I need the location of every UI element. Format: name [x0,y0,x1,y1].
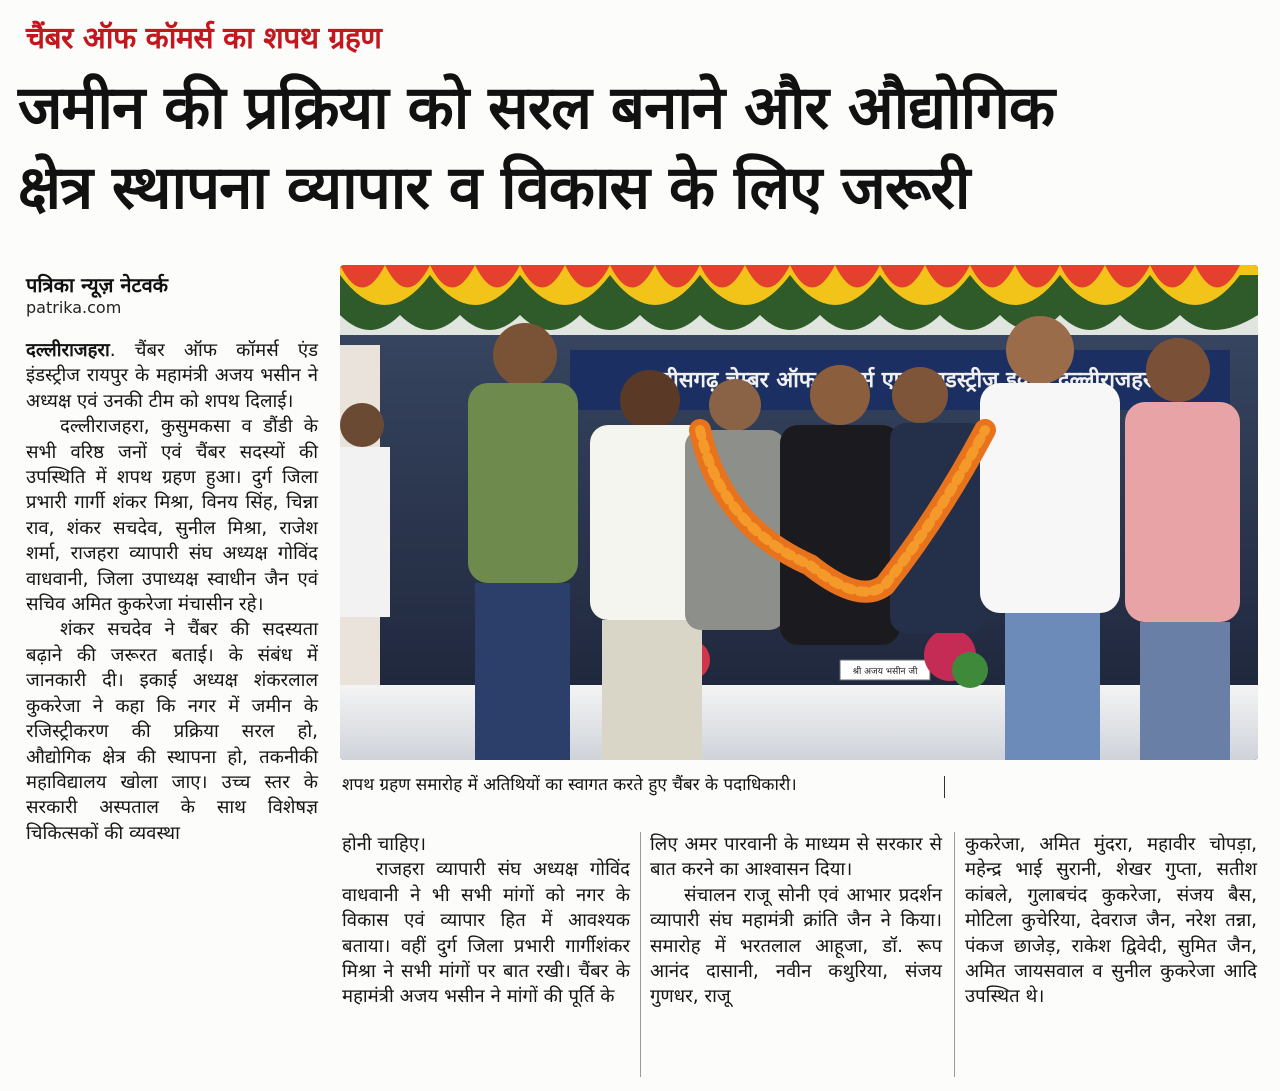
stage-nameplate: श्री अजय भसीन जी [852,667,918,677]
column-divider [640,832,641,1077]
byline-name: पत्रिका न्यूज़ नेटवर्क [26,273,169,297]
article-column-2 [342,832,630,1010]
paragraph-7: संचालन राजू सोनी एवं आभार प्रदर्शन व्यापारी संघ महामंत्री क्रांति जैन ने किया। समारोह में भरतलाल आहूजा, डॉ. रूप आनंद दासानी, नवीन कथुरिया, संजय गुणधर, राजू [650,884,942,1008]
paragraph-5: राजहरा व्यापारी संघ अध्यक्ष गोविंद वाधवानी ने भी सभी मांगों को नगर के विकास एवं व्यापार हित में आवश्यक बताया। वहीं दुर्ग जिला प्रभारी गार्गीशंकर मिश्रा ने सभी मांगों पर बात रखी। चैंबर के महामंत्री अजय भसीन ने मांगों की पूर्ति के [342,859,630,1008]
banner-text: छत्तीसगढ़ चेम्बर ऑफ इण्डस्ट्रीज दल्लीराजहरा [642,368,1158,393]
photo-caption: शपथ ग्रहण समारोह में अतिथियों का स्वागत करते हुए चैंबर के पदाधिकारी। [342,775,797,795]
caption-divider [944,776,945,798]
paragraph-1 [26,338,318,414]
byline-site: patrika.com [26,298,122,317]
column-divider [954,832,955,1077]
event-photo [340,265,1258,760]
article-column-3 [650,832,942,1010]
paragraph-3: शंकर सचदेव ने चैंबर की सदस्यता बढ़ाने की जरूरत बताई। के संबंध में जानकारी दी। इकाई अध्यक्ष शंकरलाल कुकरेजा ने कहा कि नगर में जमीन के रजिस्ट्रीकरण की प्रक्रिया सरल हो, औद्योगिक क्षेत्र की स्थापना हो, तकनीकी महाविद्यालय खोला जाए। उच्च स्तर के सरकारी अस्पताल के साथ विशेषज्ञ चिकित्सकों की व्यवस्था [26,619,318,844]
headline-line-2: क्षेत्र स्थापना व्यापार व विकास के लिए जरूरी [18,153,970,223]
article-column-4 [965,832,1257,1010]
photo-illustration [340,265,1258,760]
paragraph-2: दल्लीराजहरा, कुसुमकसा व डौंडी के सभी वरिष्ठ जनों एवं चैंबर सदस्यों की उपस्थिति में शपथ ग्रहण हुआ। दुर्ग जिला प्रभारी गार्गी शंकर मिश्रा, विनय सिंह, चिन्ना राव, शंकर सचदेव, सुनील मिश्रा, राजेश शर्मा, राजहरा व्यापारी संघ अध्यक्ष गोविंद वाधवानी, जिला उपाध्यक्ष स्वाधीन जैन एवं सचिव अमित कुकरेजा मंचासीन रहे। [26,416,318,616]
kicker-heading: चैंबर ऑफ कॉमर्स का शपथ ग्रहण [26,21,382,56]
bouquet-leaves [952,652,988,688]
dateline: दल्लीराजहरा [26,340,110,361]
headline [18,68,1268,228]
paragraph-6: लिए अमर पारवानी के माध्यम से सरकार से बात करने का आश्वासन दिया। [650,834,942,881]
flower-decoration [340,265,1258,335]
byline [26,272,316,318]
paragraph-4: होनी चाहिए। [342,834,426,855]
headline-line-1: जमीन की प्रक्रिया को सरल बनाने और औद्योगिक [18,73,1055,143]
paragraph-8: कुकरेजा, अमित मुंदरा, महावीर चोपड़ा, महेन्द्र भाई सुरानी, शेखर गुप्ता, सतीश कांबले, गुलाबचंद कुकरेजा, संजय बैस, मोटिला कुचेरिया, देवराज जैन, नरेश तन्ना, पंकज छाजेड़, राकेश द्विवेदी, सुमित जैन, अमित जायसवाल व सुनील कुकरेजा आदि उपस्थित थे। [965,834,1257,1008]
paragraph-1-text: . चैंबर ऑफ कॉमर्स एंड इंडस्ट्रीज रायपुर के महामंत्री अजय भसीन ने अध्यक्ष एवं उनकी टीम को शपथ दिलाई। [26,340,318,412]
article-column-1 [26,338,318,846]
